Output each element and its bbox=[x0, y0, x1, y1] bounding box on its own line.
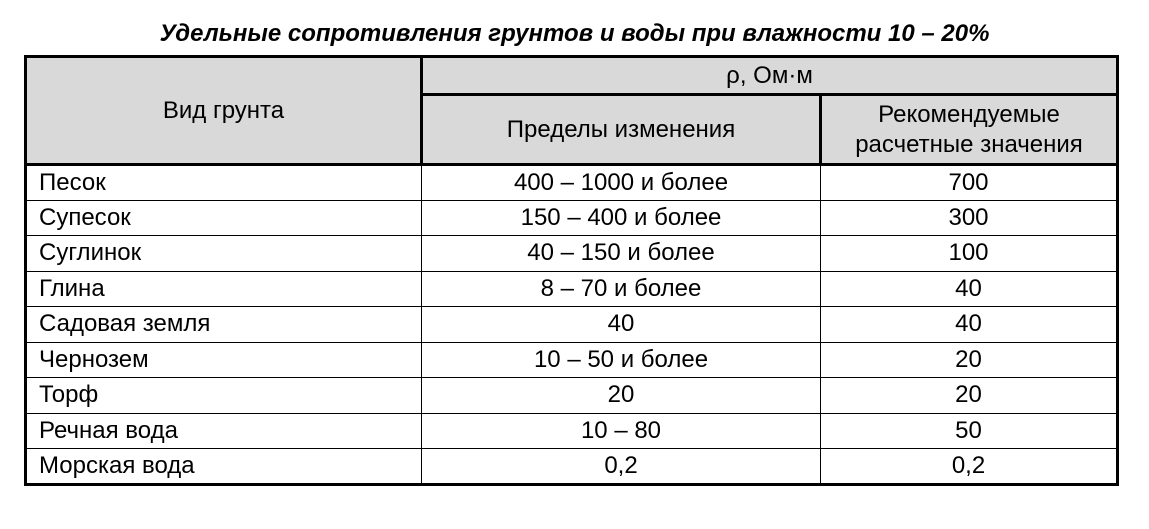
soil-type-cell: Чернозем bbox=[26, 342, 422, 378]
soil-resistivity-table bbox=[24, 55, 1119, 486]
recommended-value-cell: 40 bbox=[821, 307, 1118, 343]
table-body bbox=[26, 165, 1118, 485]
range-cell: 10 – 50 и более bbox=[422, 342, 821, 378]
range-cell: 40 – 150 и более bbox=[422, 236, 821, 272]
recommended-value-cell: 40 bbox=[821, 271, 1118, 307]
range-cell: 0,2 bbox=[422, 449, 821, 485]
soil-type-cell: Суглинок bbox=[26, 236, 422, 272]
table-header bbox=[26, 57, 1118, 165]
range-cell: 20 bbox=[422, 378, 821, 414]
recommended-value-cell: 300 bbox=[821, 200, 1118, 236]
table-row bbox=[26, 165, 1118, 201]
recommended-value-cell: 0,2 bbox=[821, 449, 1118, 485]
header-rho-unit: ρ, Ом·м bbox=[422, 57, 1118, 95]
range-cell: 10 – 80 bbox=[422, 413, 821, 449]
soil-type-cell: Супесок bbox=[26, 200, 422, 236]
range-cell: 40 bbox=[422, 307, 821, 343]
table-row bbox=[26, 307, 1118, 343]
recommended-value-cell: 50 bbox=[821, 413, 1118, 449]
soil-type-cell: Песок bbox=[26, 165, 422, 201]
table-row bbox=[26, 236, 1118, 272]
recommended-value-cell: 20 bbox=[821, 342, 1118, 378]
recommended-value-cell: 100 bbox=[821, 236, 1118, 272]
range-cell: 150 – 400 и более bbox=[422, 200, 821, 236]
table-row bbox=[26, 342, 1118, 378]
header-range: Пределы изменения bbox=[422, 95, 821, 165]
recommended-value-cell: 20 bbox=[821, 378, 1118, 414]
recommended-value-cell: 700 bbox=[821, 165, 1118, 201]
soil-type-cell: Глина bbox=[26, 271, 422, 307]
soil-type-cell: Торф bbox=[26, 378, 422, 414]
table-row bbox=[26, 200, 1118, 236]
header-recommended-line2: расчетные значения bbox=[855, 130, 1083, 158]
range-cell: 400 – 1000 и более bbox=[422, 165, 821, 201]
table-title: Удельные сопротивления грунтов и воды при влажности 10 – 20% bbox=[159, 20, 990, 47]
table-row bbox=[26, 413, 1118, 449]
table-row bbox=[26, 449, 1118, 485]
table-row bbox=[26, 378, 1118, 414]
table-row bbox=[26, 271, 1118, 307]
soil-type-cell: Морская вода bbox=[26, 449, 422, 485]
header-recommended bbox=[821, 95, 1118, 165]
range-cell: 8 – 70 и более bbox=[422, 271, 821, 307]
soil-type-cell: Речная вода bbox=[26, 413, 422, 449]
soil-type-cell: Садовая земля bbox=[26, 307, 422, 343]
header-soil-type: Вид грунта bbox=[26, 57, 422, 165]
header-recommended-line1: Рекомендуемые bbox=[878, 100, 1060, 128]
